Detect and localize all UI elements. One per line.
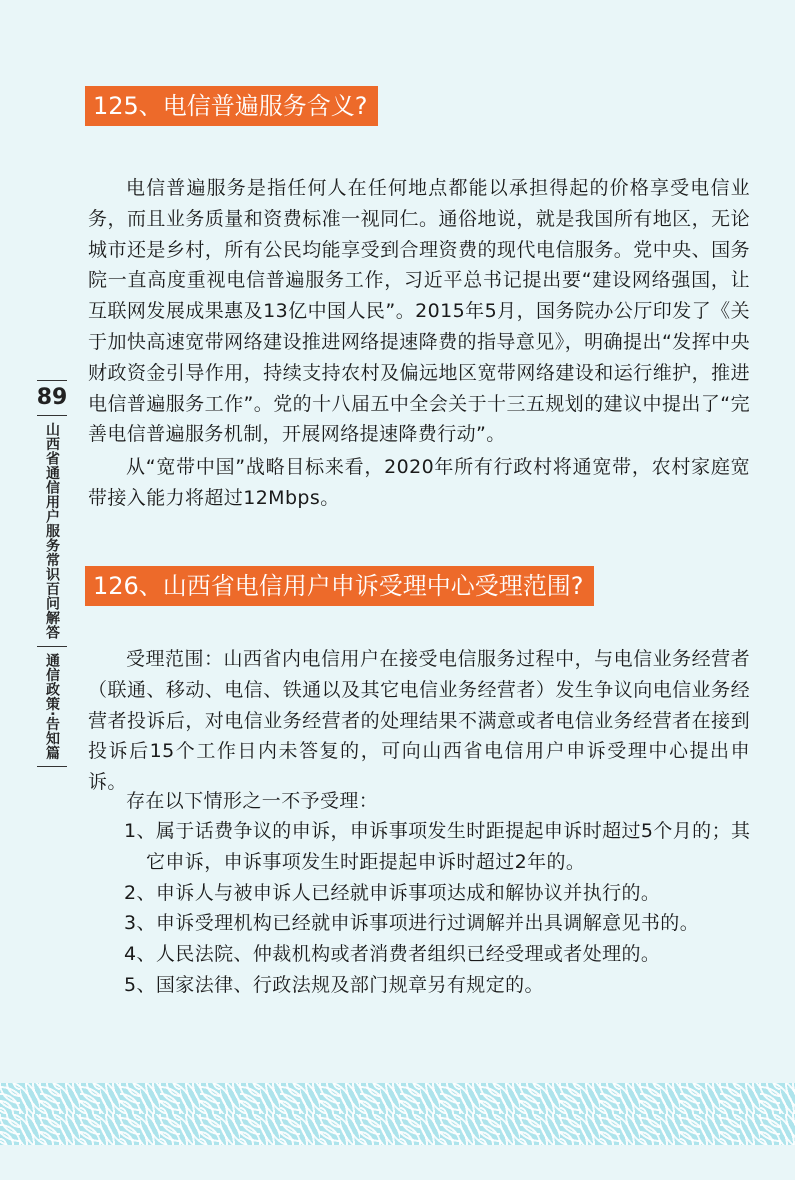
list-item: 4、人民法院、仲裁机构或者消费者组织已经受理或者处理的。: [124, 943, 661, 966]
section-125-paragraph-2: 从“宽带中国”战略目标来看，2020年所有行政村将通宽带，农村家庭宽带接入能力将超过12Mbps。: [88, 456, 750, 509]
section-125-heading: 125、电信普遍服务含义?: [85, 86, 378, 126]
chapter-title: 通信政策·告知篇: [44, 652, 60, 760]
book-title: 山西省通信用户服务常识百问解答: [44, 422, 60, 640]
divider: [37, 766, 67, 767]
page-sidebar: [30, 380, 74, 767]
decorative-wave-border: [0, 1083, 795, 1145]
list-item: 1、属于话费争议的申诉，申诉事项发生时距提起申诉时超过5个月的；其它申诉，申诉事项发生时距提起申诉时超过2年的。: [124, 820, 751, 873]
list-item: 3、申诉受理机构已经就申诉事项进行过调解并出具调解意见书的。: [124, 912, 700, 935]
section-126-heading: 126、山西省电信用户申诉受理中心受理范围?: [85, 566, 594, 606]
list-item: 5、国家法律、行政法规及部门规章另有规定的。: [124, 973, 544, 996]
section-125-paragraph-1: 电信普遍服务是指任何人在任何地点都能以承担得起的价格享受电信业务，而且业务质量和资费标准一视同仁。通俗地说，就是我国所有地区，无论城市还是乡村，所有公民均能享受到合理资费的现代电信服务。党中央、国务院一直高度重视电信普遍服务工作，习近平总书记提出要“建设网络强国，让互联网发展成果惠及13亿中国人民”。2015年5月，国务院办公厅印发了《关于加快高速宽带网络建设推进网络提速降费的指导意见》，明确提出“发挥中央财政资金引导作用，持续支持农村及偏远地区宽带网络建设和运行维护，推进电信普遍服务工作”。党的十八届五中全会关于十三五规划的建议中提出了“完善电信普遍服务机制，开展网络提速降费行动”。: [88, 177, 750, 446]
section-126-paragraph-2: 存在以下情形之一不予受理：: [126, 790, 379, 812]
list-item: 2、申诉人与被申诉人已经就申诉事项达成和解协议并执行的。: [124, 881, 661, 904]
page-number: 89: [36, 385, 68, 410]
exclusion-list: [124, 816, 754, 1001]
section-126-paragraph-1: 受理范围：山西省内电信用户在接受电信服务过程中，与电信业务经营者（联通、移动、电信、铁通以及其它电信业务经营者）发生争议向电信业务经营者投诉后，对电信业务经营者的处理结果不满意或者电信业务经营者在接到投诉后15个工作日内未答复的，可向山西省电信用户申诉受理中心提出申诉。: [88, 648, 750, 794]
